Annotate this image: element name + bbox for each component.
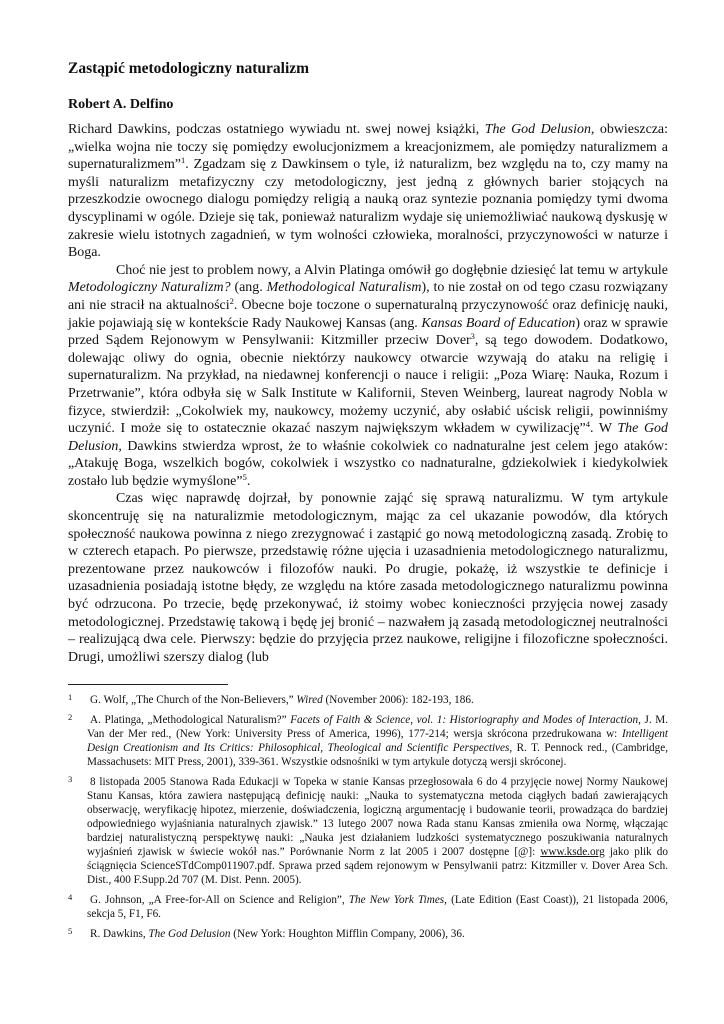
document-page xyxy=(68,60,668,947)
footnote-number: 4 xyxy=(68,892,73,903)
footnote-2: 2 A. Platinga, „Methodological Naturalism?” Facets of Faith & Science, vol. 1: Historiography and Modes of Interaction, J. M. Van der Mer red., (New York: University Press of America, 1996), 177-214; wersja skrócona przedrukowana w: Intelligent Design Creationism and Its Critics: Philosophical, Theological and Scientific Perspectives, R. T. Pennock red., (Cambridge, Massachusets: MIT Press, 2001), 339-361. Wszystkie odsnośniki w tym artykule dotyczą wersji skróconej. xyxy=(68,712,668,769)
footnote-4: 4 G. Johnson, „A Free-for-All on Science and Religion”, The New York Times, (Late Edition (East Coast)), 21 listopada 2006, sekcja 5, F1, F6. xyxy=(68,892,669,921)
article-body xyxy=(68,121,668,666)
footnote-number: 1 xyxy=(68,692,73,703)
footnote-number: 5 xyxy=(68,926,73,937)
footnote-ref-5[interactable]: 5 xyxy=(242,471,247,482)
page-title: Zastąpić metodologiczny naturalizm xyxy=(68,60,310,77)
footnotes xyxy=(68,693,668,941)
footnote-number: 2 xyxy=(68,712,73,723)
footnote-number: 3 xyxy=(68,774,73,785)
footnote-ref-4[interactable]: 4 xyxy=(585,419,590,430)
footnote-1: 1 G. Wolf, „The Church of the Non-Believers,” Wired (November 2006): 182-193, 186. xyxy=(68,692,474,707)
footnote-ref-1[interactable]: 1 xyxy=(181,155,186,166)
paragraph-1: Richard Dawkins, podczas ostatniego wywiadu nt. swej nowej książki, The God Delusion, obwieszcza: „wielka wojna nie toczy się pomiędzy ewolucjonizmem a kreacjonizmem, ale pomiędzy naturalizmem a supernaturalizmem”$^1$. Zgadzam się z Dawkinsem o tyle, iż naturalizm, bez względu na to, czy mamy na myśli naturalizm metafizyczny czy metodologiczny, jest jedną z głównych barier stojących na przeszkodzie owocnego dialogu pomiędzy religią a nauką oraz syntezie poznania pomiędzy tymi dwoma dyscyplinami w ogóle. Dzieje się tak, ponieważ naturalizm wydaje się uniemożliwiać naukową dyskusję w zakresie wielu istotnych zagadnień, w tym wolności człowieka, moralności, przyczynowości w naturze i Boga. xyxy=(68,122,668,261)
paragraph-2: Choć nie jest to problem nowy, a Alvin Platinga omówił go dogłębnie dziesięć lat temu w artykule Metodologiczny Naturalizm? (ang. Methodological Naturalism), to nie został on od tego czasu rozwiązany ani nie stracił na aktualności$^2$. Obecne boje toczone o supernaturalną przyczynowość oraz definicję nauki, jakie pojawiają się w kontekście Rady Naukowej Kansas (ang. Kansas Board of Education) oraz w sprawie przed Sądem Rejonowym w Pensylwanii: Kitzmiller przeciw Dover$^3$, są tego dowodem. Dodatkowo, dolewając oliwy do ognia, obecnie niektórzy naukowcy otwarcie wzywają do ataku na religię i supernaturalizm. Na przykład, na niedawnej konferencji o nauce i religii: „Poza Wiarę: Nauka, Rozum i Przetrwanie”, która odbyła się w Salk Institute w Kalifornii, Steven Weinberg, laureat nagrody Nobla w fizyce, stwierdził: „Cokolwiek my, naukowcy, możemy uczynić, aby osłabić uścisk religii, powinniśmy uczynić. I może się to ostatecznie okazać naszym największym wkładem w cywilizację”$^4$. W The God Delusion, Dawkins stwierdza wprost, że to właśnie cokolwiek co nadnaturalne jest celem jego ataków: „Atakuję Boga, wszelkich bogów, cokolwiek i wszystko co nadnaturalne, gdziekolwiek i kiedykolwiek zostało lub będzie wymyślone”$^5$. xyxy=(68,262,668,489)
footnote-5: 5 R. Dawkins, The God Delusion (New York: Houghton Mifflin Company, 2006), 36. xyxy=(68,926,465,941)
author-name: Robert A. Delfino xyxy=(68,97,174,112)
paragraph-3: Czas więc naprawdę dojrzał, by ponownie zająć się sprawą naturalizmu. W tym artykule skoncentruję się na naturalizmie metodologicznym, mając za cel ukazanie powodów, dla których społeczność naukowa powinna z niego zrezygnować i zastąpić go nową metodologiczną zasadą. Zrobię to w czterech etapach. Po pierwsze, przedstawię różne ujęcia i uzasadnienia metodologicznego naturalizmu, prezentowane przez naukowców i filozofów nauki. Po drugie, pokażę, iż wszystkie te definicje i uzasadnienia posiadają istotne błędy, ze względu na które zasada metodologicznego naturalizmu powinna być odrzucona. Po trzecie, będę przekonywać, iż stoimy wobec konieczności przyjęcia nowej zasady metodologicznej. Przedstawię takową i będę jej bronić – nazwałem ją zasadą metodologicznej neutralności – realizującą dwa cele. Pierwszy: będzie do przyjęcia przez naukowe, religijne i filozoficzne społeczności. Drugi, umożliwi szerszy dialog (lub xyxy=(68,491,668,665)
footnote-ref-2[interactable]: 2 xyxy=(229,295,234,306)
footnote-3: 3 8 listopada 2005 Stanowa Rada Edukacji w Topeka w stanie Kansas przegłosowała 6 do 4 przyjęcie nowej Normy Naukowej Stanu Kansas, która zawiera następującą definicję nauki: „Nauka to systematyczna metoda ciągłych badań zawierających obserwację, weryfikację hipotez, mierzenie, doświadczenia, logiczną argumentację i budowanie teorii, prowadząca do bardziej odpowiedniego wyjaśniania naturalnych zjawisk.” 13 lutego 2007 nowa Rada stanu Kansas zmieniła owa Normę, włączając bardziej naturalistyczną perspektywę nauki: „Nauka jest działaniem ludzkości systematycznego poszukiwania naturalnych wyjaśnień zjawisk w świecie wokół nas.” Porównanie Norm z lat 2005 i 2007 dostępne [@]: www.ksde.org jako plik do ściągnięcia ScienceSTdComp011907.pdf. Sprawa przed sądem rejonowym w Pensylwanii patrz: Kitzmiller v. Dover Area Sch. Dist., 400 F.Supp.2d 707 (M. Dist. Penn. 2005). xyxy=(68,774,668,887)
ksde-link[interactable]: www.ksde.org xyxy=(540,846,605,859)
footnote-separator xyxy=(68,684,228,685)
footnote-ref-3[interactable]: 3 xyxy=(470,331,475,342)
